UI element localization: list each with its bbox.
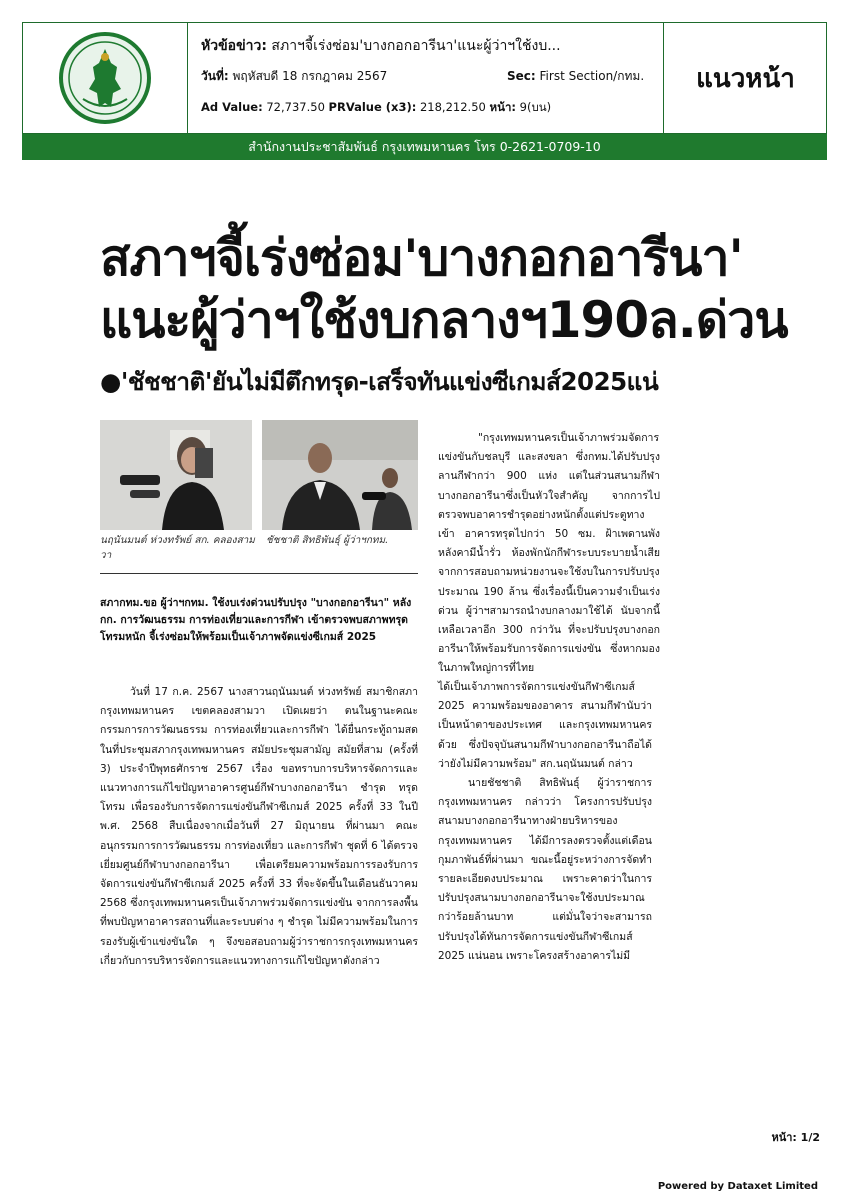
- date-row: [201, 67, 387, 86]
- caption-councillor: นฤนันมนต์ ห่วงทรัพย์ สก. คลองสามวา: [100, 535, 255, 561]
- footer-page-value: 1/2: [800, 1131, 820, 1144]
- ad-value: 72,737.50: [266, 100, 325, 114]
- headline-row: [201, 35, 561, 57]
- sec-value: First Section/กทม.: [539, 69, 645, 83]
- page-label: หน้า:: [489, 100, 516, 114]
- column2-left: [438, 678, 652, 966]
- page-number: [771, 1128, 820, 1146]
- page-value: 9(บน): [519, 100, 552, 114]
- headline-line1: สภาฯจี้เร่งซ่อม'บางกอกอารีนา': [100, 229, 743, 287]
- office-bar: [22, 134, 827, 160]
- bma-seal-icon: [23, 23, 187, 133]
- subheadline: ●'ชัชชาติ'ยันไม่มีตึกทรุด-เสร็จทันแข่งซีเกมส์2025แน่: [100, 367, 659, 396]
- logo-cell: [23, 23, 188, 133]
- column2-top: [438, 429, 660, 679]
- publication-cell: [663, 23, 827, 133]
- column2-quote-end: ได้เป็นเจ้าภาพการจัดการแข่งขันกีฬาซีเกมส์ 2025 ความพร้อมของอาคาร สนามกีฬานับว่าเป็นหน้าตาของประเทศ และกรุงเทพมหานครด้วย ซึ่งปัจจุบันสนามกีฬาบางกอกอารีนาถือได้ว่ายังไม่มีความพร้อม" สก.นฤนันมนต์ กล่าว: [438, 681, 652, 770]
- footer-page-label: หน้า:: [771, 1131, 797, 1144]
- publication-name: แนวหน้า: [696, 63, 795, 94]
- column2-quote: "กรุงเทพมหานครเป็นเจ้าภาพร่วมจัดการแข่งขันกับชลบุรี และสงขลา ซึ่งกทม.ได้ปรับปรุงลานกีฬากว่า 900 แห่ง แต่ในส่วนสนามกีฬาบางกอกอารีนาซึ่งเป็นหัวใจสำคัญ จากการไปตรวจพบอาคารชำรุดอย่างหนักตั้งแต่ประตูทางเข้า อาคารทรุดไปกว่า 50 ซม. ฝ้าเพดานพัง หลังคามีน้ำรั่ว ห้องพักนักกีฬาระบบระบายน้ำเสีย จากการสอบถามหน่วยงานจะใช้งบในการปรับปรุงประมาณ 190 ล้าน ซึ่งเรื่องนี้เป็นความจำเป็นเร่งด่วน ผู้ว่าฯสามารถนำงบกลางมาใช้ได้ นับจากนี้เหลือเวลาอีก 300 กว่าวัน ที่จะปรับปรุงบางกอกอารีนาให้พร้อมรับการจัดการแข่งขัน ซึ่งหากมองในภาพใหญ่การที่ไทย: [438, 432, 660, 675]
- column1-paragraph: วันที่ 17 ก.ค. 2567 นางสาวนฤนันมนต์ ห่วงทรัพย์ สมาชิกสภากรุงเทพมหานคร เขตคลองสามวา เปิดเผยว่า ตนในฐานะคณะกรรมการการวัฒนธรรม การท่องเที่ยวและการกีฬา ได้ยื่นกระทู้ถามสด ในที่ประชุมสภากรุงเทพมหานคร สมัยประชุมสามัญ สมัยที่สาม (ครั้งที่ 3) ประจำปีพุทธศักราช 2567 เรื่อง ขอทราบการบริหารจัดการและแนวทางการแก้ไขปัญหาอาคารศูนย์กีฬาบางกอกอารีนา ชำรุด ทรุดโทรม เพื่อรองรับการจัดการแข่งขันกีฬาซีเกมส์ 2025 ครั้งที่ 33 ในปี พ.ศ. 2568 สืบเนื่องจากเมื่อวันที่ 27 มิถุนายน ที่ผ่านมา คณะอนุกรรมการการวัฒนธรรม การท่องเที่ยว และการกีฬา ชุดที่ 6 ได้ตรวจเยี่ยมศูนย์กีฬาบางกอกอารีนา เพื่อเตรียมความพร้อมการรองรับการจัดการแข่งขันกีฬาซีเกมส์ 2025 ครั้งที่ 33 ที่จะจัดขึ้นในเดือนธันวาคม 2568 ซึ่งกรุงเทพมหานครเป็นเจ้าภาพร่วมจัดการแข่งขัน จากการลงพื้นที่พบปัญหาอาคารสถานที่และระบบต่าง ๆ ชำรุด ไม่มีความพร้อมในการรองรับผู้เข้าแข่งขันใด ๆ จึงขอสอบถามผู้ว่าราชการกรุงเทพมหานครเกี่ยวกับการบริหารจัดการและแนวทางการแก้ไขปัญหาดังกล่าว: [100, 686, 418, 967]
- headline-line2: แนะผู้ว่าฯใช้งบกลางฯ190ล.ด่วน: [100, 291, 788, 349]
- ad-label: Ad Value:: [201, 100, 263, 114]
- value-row: [201, 99, 551, 117]
- headline-label: หัวข้อข่าว:: [201, 38, 267, 54]
- photo-governor: [262, 420, 418, 530]
- column1-body: [100, 683, 418, 971]
- meta-cell: [187, 23, 663, 133]
- pr-value: 218,212.50: [419, 100, 486, 114]
- header-box: [22, 22, 827, 134]
- date-value: พฤหัสบดี 18 กรกฎาคม 2567: [232, 69, 388, 83]
- column-rule: [100, 573, 418, 574]
- lede: สภากทม.ขอ ผู้ว่าฯกทม. ใช้งบเร่งด่วนปรับปรุง "บางกอกอารีนา" หลังกก. การวัฒนธรรม การท่องเที่ยวและการกีฬา เข้าตรวจพบสภาพทรุดโทรมหนัก จี้เร่งซ่อมให้พร้อมเป็นเจ้าภาพจัดแข่งซีเกมส์ 2025: [100, 597, 412, 643]
- photo-councillor: [100, 420, 252, 530]
- headline-value: สภาฯจี้เร่งซ่อม'บางกอกอารีนา'แนะผู้ว่าฯใช้งบ...: [271, 38, 561, 54]
- sec-label: Sec:: [507, 69, 536, 83]
- caption-governor: ชัชชาติ สิทธิพันธุ์ ผู้ว่าฯกทม.: [266, 535, 389, 546]
- column2-paragraph: นายชัชชาติ สิทธิพันธุ์ ผู้ว่าราชการกรุงเทพมหานคร กล่าวว่า โครงการปรับปรุงสนามบางกอกอารีนาทางฝ่ายบริหารของกรุงเทพมหานคร ได้มีการลงตรวจตั้งแต่เดือนกุมภาพันธ์ที่ผ่านมา ขณะนี้อยู่ระหว่างการจัดทำรายละเอียดงบประมาณ เพราะคาดว่าในการปรับปรุงสนามบางกอกอารีนาจะใช้งบประมาณกว่าร้อยล้านบาท แต่มั่นใจว่าจะสามารถปรับปรุงได้ทันการจัดการแข่งขันกีฬาซีเกมส์ 2025 แน่นอน เพราะโครงสร้างอาคารไม่มี: [438, 777, 652, 962]
- office-contact: สำนักงานประชาสัมพันธ์ กรุงเทพมหานคร โทร 0-2621-0709-10: [248, 139, 601, 154]
- powered-by: Powered by Dataxet Limited: [657, 1181, 818, 1192]
- pr-label: PRValue (x3):: [328, 100, 417, 114]
- date-label: วันที่:: [201, 69, 229, 83]
- section-row: [507, 67, 644, 86]
